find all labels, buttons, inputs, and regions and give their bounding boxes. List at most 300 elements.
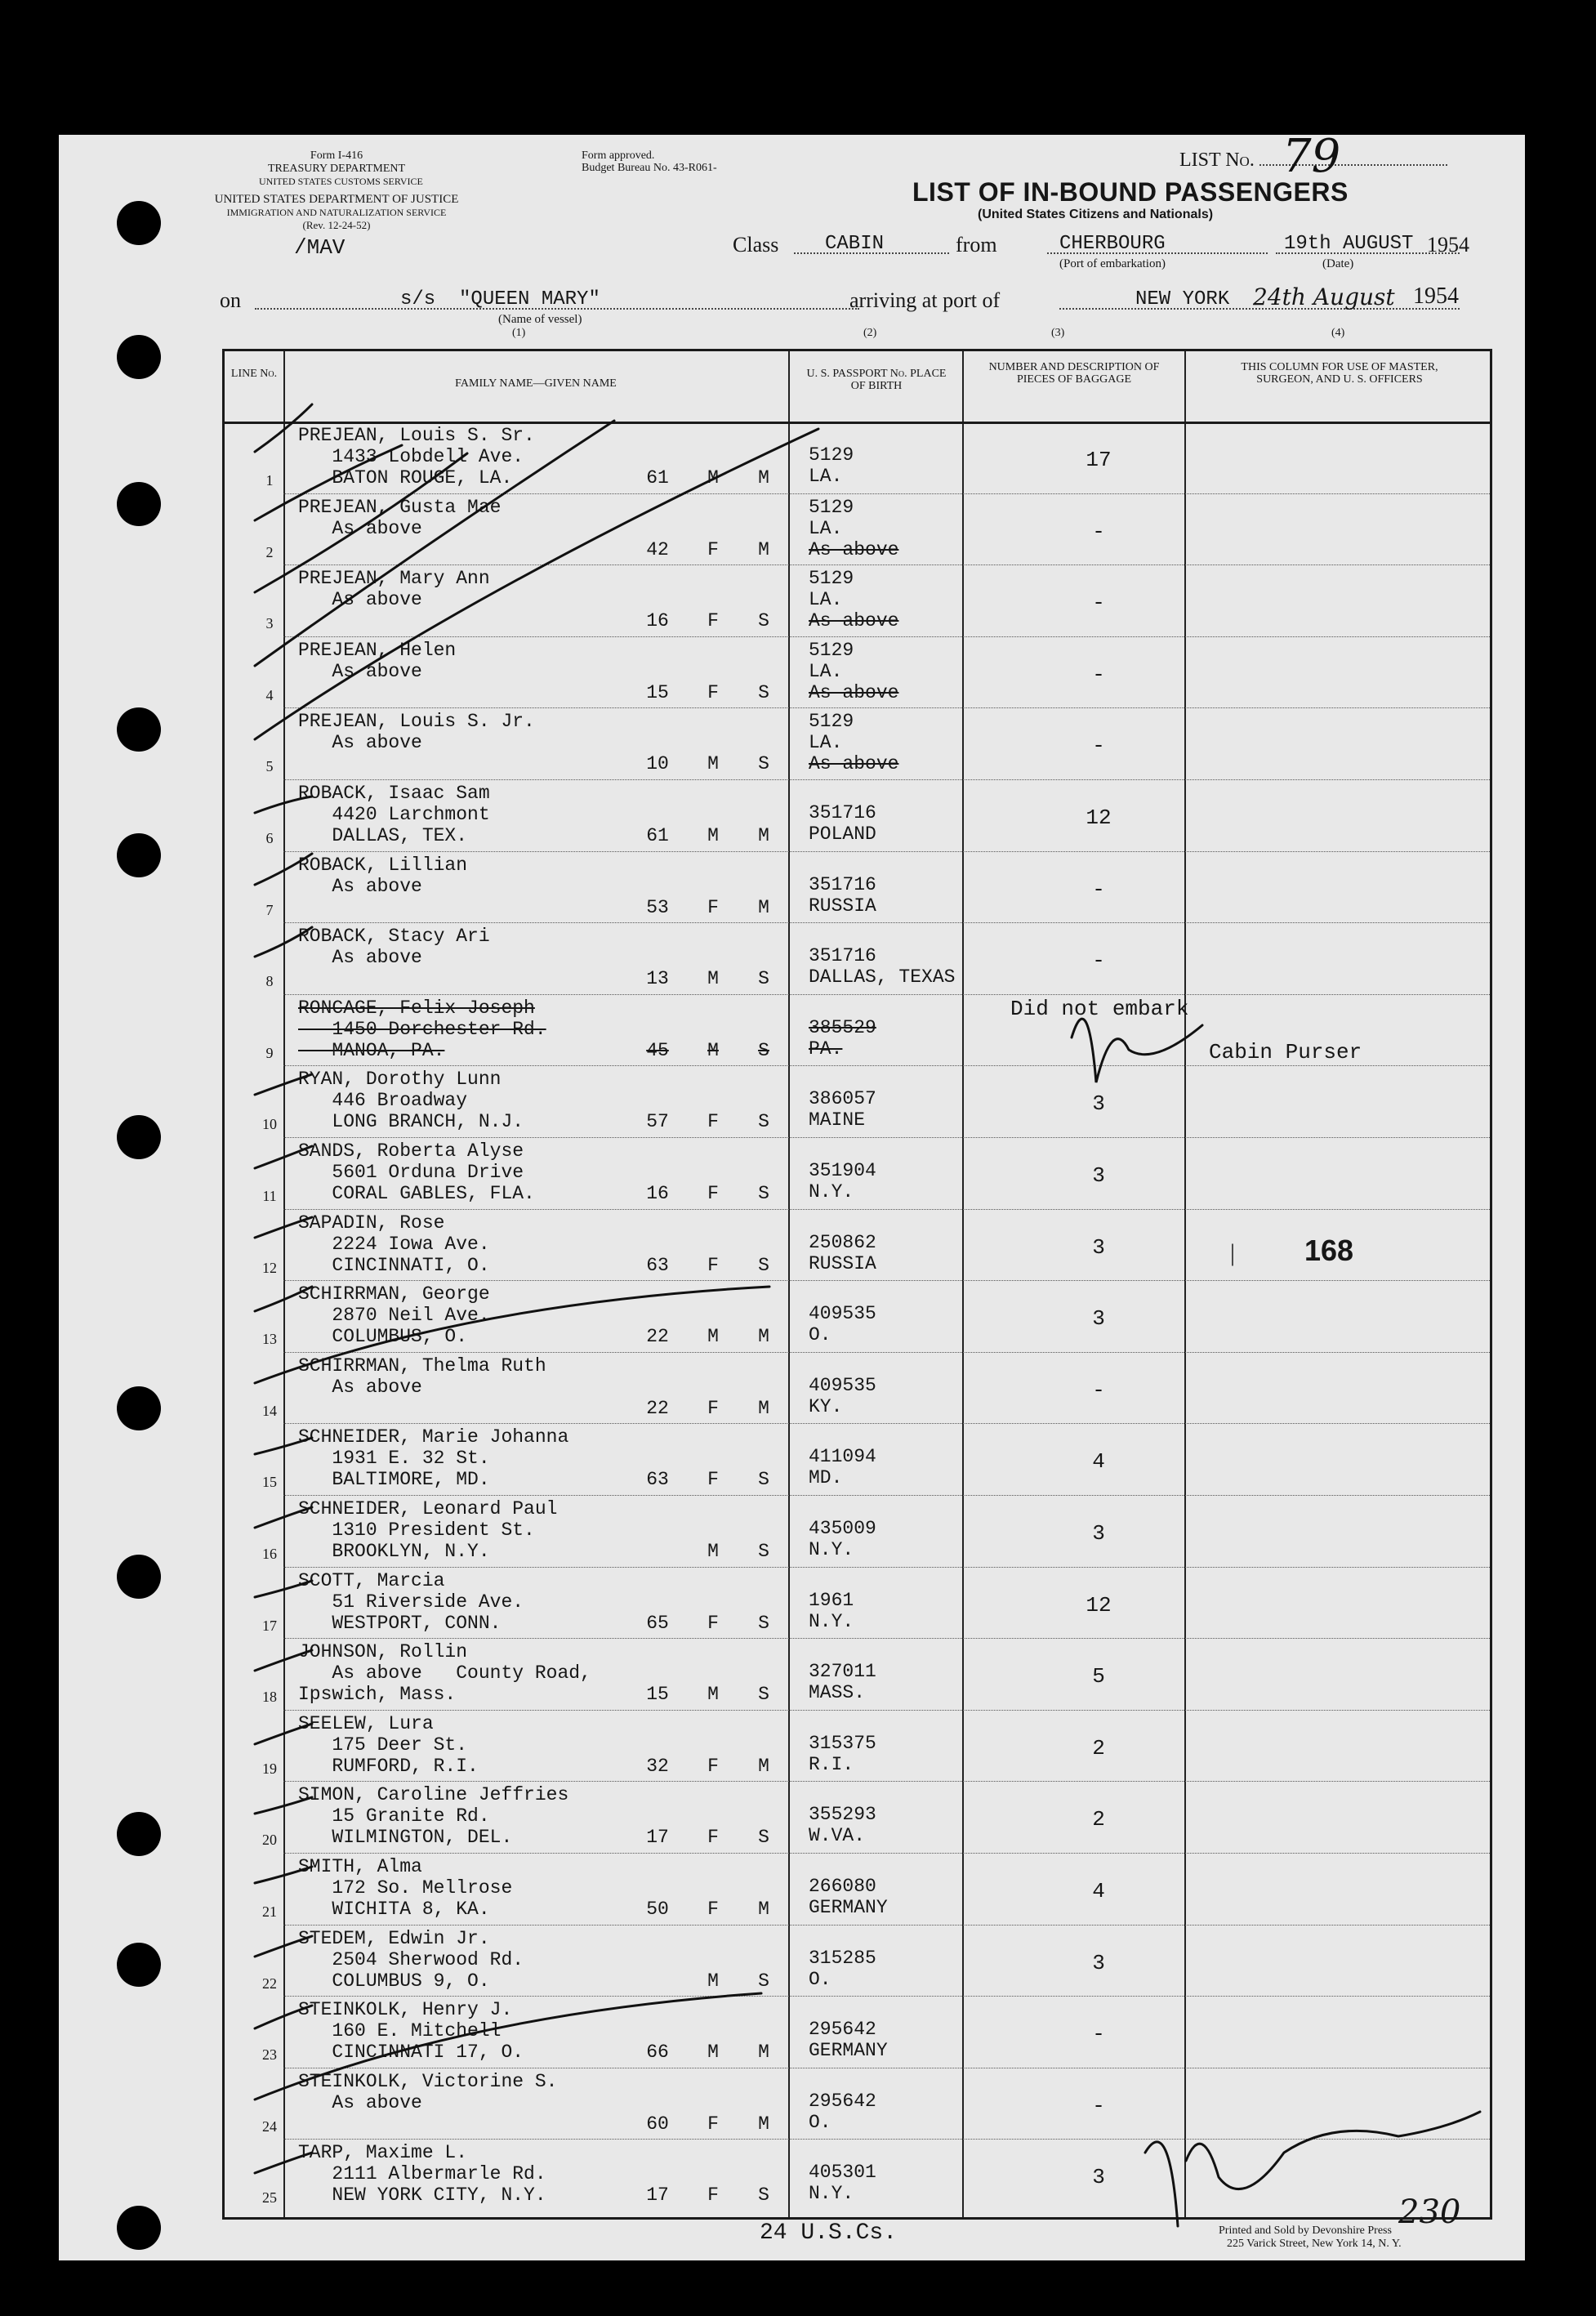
form-approved: Form approved. [582,149,655,162]
passport-line: 315285 [809,1947,876,1969]
baggage-count: 5 [1092,1664,1105,1689]
passenger-marital-status: M [758,1326,769,1348]
passport-line: 351716 [809,802,876,823]
passenger-name-line: STEINKOLK, Victorine S. [298,2070,558,2092]
passenger-name-line: As above [298,2091,422,2113]
passenger-name-line: ROBACK, Lillian [298,854,468,876]
passport-line: GERMANY [809,1897,888,1918]
binder-hole [117,1386,161,1430]
passenger-name-line: 446 Broadway [298,1090,468,1112]
check-mark [255,797,312,813]
port-caption: (Port of embarkation) [1059,257,1166,270]
list-no-label: LIST No. [1179,149,1255,171]
immigration-label: IMMIGRATION AND NATURALIZATION SERVICE [226,207,447,218]
count-168: 168 [1304,1234,1354,1267]
header-line-no: LINE No. [230,368,278,380]
check-mark [255,421,614,666]
baggage-count: - [1092,948,1105,974]
line-number: 22 [262,1975,277,1992]
passport-line: W.VA. [809,1825,866,1847]
passenger-name-line: Ipswich, Mass. [298,1684,457,1706]
passenger-name-line: SCHIRRMAN, George [298,1283,490,1305]
passport-line: N.Y. [809,1181,854,1203]
passenger-sex: M [707,2042,719,2064]
line-number: 23 [262,2046,277,2064]
passenger-marital-status: S [758,753,769,775]
passenger-sex: F [707,1899,719,1920]
class-label: Class [733,233,779,257]
from-value: CHERBOURG [1059,233,1166,255]
passport-line: DALLAS, TEXAS [809,966,956,988]
passenger-name-line: PREJEAN, Helen [298,639,457,661]
passport-line: 405301 [809,2162,876,2184]
passport-line: 266080 [809,1876,876,1897]
arrival-date: 24th August [1253,283,1395,310]
baggage-count: - [1092,877,1105,902]
passenger-name-line: As above [298,1376,422,1398]
arrival-port: NEW YORK [1135,288,1230,310]
cabin-purser-note: Cabin Purser [1209,1040,1362,1064]
passenger-name-line: PREJEAN, Gusta Mae [298,496,502,518]
passenger-sex: F [707,538,719,560]
passenger-name-line: 172 So. Mellrose [298,1877,513,1899]
arriving-label: arriving at port of [849,288,1001,312]
passenger-name-line: 2504 Sherwood Rd. [298,1948,524,1970]
arrival-year: 1954 [1413,283,1459,309]
binder-hole [117,1555,161,1599]
line-number: 15 [262,1474,277,1491]
header-passport: U. S. PASSPORT No. PLACE OF BIRTH [806,368,947,392]
check-mark [255,1724,312,1744]
passport-line: MAINE [809,1109,866,1131]
passenger-name-line: WICHITA 8, KA. [298,1899,490,1920]
passport-line: N.Y. [809,2183,854,2205]
baggage-count: 3 [1092,1163,1105,1188]
binder-hole [117,833,161,877]
passport-line: R.I. [809,1753,854,1775]
passenger-age: 63 [646,1469,669,1491]
check-mark [255,1867,312,1883]
baggage-count: - [1092,662,1105,687]
baggage-count: 12 [1086,805,1112,830]
treasury-label: TREASURY DEPARTMENT [267,163,406,175]
passenger-sex: M [707,753,719,775]
passenger-name-line: RUMFORD, R.I. [298,1755,479,1777]
vessel-caption: (Name of vessel) [498,313,582,326]
passenger-age: 63 [646,1254,669,1276]
did-not-embark-note: Did not embark [1010,997,1189,1021]
from-label: from [956,233,997,257]
passport-line: POLAND [809,823,876,845]
passport-line: 385529 [809,1016,876,1038]
passenger-sex: F [707,1469,719,1491]
passenger-name-line: 5601 Orduna Drive [298,1162,524,1183]
passenger-sex: F [707,2184,719,2207]
binder-hole [117,707,161,752]
passport-line: 5129 [809,496,854,518]
line-number: 14 [262,1402,277,1419]
passenger-marital-status: S [758,1469,769,1491]
check-mark [255,1217,312,1238]
passport-line: LA. [809,589,843,611]
baggage-count: 3 [1092,1521,1105,1546]
passenger-age: 22 [646,1326,669,1348]
line-number: 5 [265,758,274,775]
passenger-name-line: WESTPORT, CONN. [298,1612,502,1634]
passenger-marital-status: M [758,2113,769,2135]
passenger-age: 15 [646,681,669,703]
passenger-age: 45 [646,1039,669,1061]
line-number: 18 [262,1689,277,1706]
passport-line: LA. [809,517,843,539]
passenger-sex: M [707,825,719,846]
date-value: 19th AUGUST [1284,233,1414,255]
baggage-count: 3 [1092,1091,1105,1117]
officer-number: 230 [1398,2193,1461,2231]
line-number: 10 [262,1116,277,1133]
passenger-name-line: As above County Road, [298,1662,591,1685]
passport-line: 411094 [809,1446,876,1468]
baggage-count: 17 [1086,448,1112,472]
baggage-count: - [1092,1377,1105,1403]
passport-line: PA. [809,1038,843,1060]
passenger-age: 53 [646,896,669,918]
passenger-marital-status: M [758,1755,769,1777]
handwritten-marks [59,135,1525,2260]
check-mark [255,453,467,592]
passenger-name-line: SMITH, Alma [298,1856,422,1877]
passport-line: 5129 [809,711,854,733]
passenger-name-line: DALLAS, TEX. [298,825,468,846]
line-number: 6 [265,830,274,846]
passenger-name-line: 1931 E. 32 St. [298,1448,490,1470]
passport-line: 351716 [809,873,876,895]
passport-line: N.Y. [809,1610,854,1632]
baggage-count: - [1092,2093,1105,2118]
passenger-marital-status: S [758,1827,769,1849]
passport-line: LA. [809,466,843,487]
baggage-count: 4 [1092,1879,1105,1903]
passenger-sex: F [707,1755,719,1777]
passenger-name-line: SCHNEIDER, Marie Johanna [298,1426,569,1448]
passenger-name-line: 1433 Lobdell Ave. [298,446,524,467]
passenger-sex: F [707,1612,719,1634]
check-mark [255,2153,312,2173]
baggage-count: 12 [1086,1592,1112,1618]
passenger-marital-status: S [758,2184,769,2207]
passport-line: As above [809,610,899,632]
passenger-name-line: BROOKLYN, N.Y. [298,1541,490,1562]
binder-hole [117,1943,161,1987]
passenger-name-line: PREJEAN, Louis S. Jr. [298,711,535,733]
passenger-name-line: As above [298,732,422,754]
passenger-name-line: TARP, Maxime L. [298,2142,468,2164]
passport-line: 435009 [809,1518,876,1539]
passenger-age: 50 [646,1899,669,1920]
justice-label: UNITED STATES DEPARTMENT OF JUSTICE [214,193,459,206]
printer-address: 225 Varick Street, New York 14, N. Y. [1227,2238,1402,2250]
check-mark [255,1074,312,1095]
form-title: LIST OF IN-BOUND PASSENGERS [912,177,1349,207]
passenger-age: 61 [646,825,669,846]
passenger-name-line: CORAL GABLES, FLA. [298,1183,535,1204]
line-number: 11 [262,1188,277,1204]
header-name: FAMILY NAME—GIVEN NAME [455,377,617,390]
binder-hole [117,201,161,245]
baggage-count: - [1092,591,1105,616]
passenger-sex: M [707,467,719,489]
check-mark [255,927,312,957]
binder-hole [117,1812,161,1856]
passport-line: 295642 [809,2090,876,2112]
class-value: CABIN [825,233,885,255]
passenger-name-line: ROBACK, Isaac Sam [298,783,490,804]
check-mark [255,1287,769,1383]
passenger-marital-status: M [758,825,769,846]
line-number: 2 [265,543,274,560]
officer-signature [1145,2112,1480,2226]
passenger-name-line: COLUMBUS, O. [298,1326,468,1348]
passenger-marital-status: S [758,1612,769,1634]
line-number: 12 [262,1259,277,1276]
passenger-name-line: SCHNEIDER, Leonard Paul [298,1498,558,1519]
passenger-name-line: JOHNSON, Rollin [298,1641,468,1663]
check-mark [255,1936,312,1957]
form-subtitle: (United States Citizens and Nationals) [978,208,1214,221]
passenger-marital-status: S [758,1970,769,1992]
passenger-age: 17 [646,2184,669,2207]
passenger-age: 16 [646,610,669,632]
line-number: 8 [265,973,274,990]
passenger-name-line: LONG BRANCH, N.J. [298,1111,524,1133]
passenger-sex: M [707,1326,719,1348]
passenger-name-line: 1450 Dorchester Rd. [298,1018,546,1040]
passport-line: MASS. [809,1682,866,1704]
list-no-value: 79 [1282,130,1341,183]
passenger-age: 65 [646,1612,669,1634]
passenger-name-line: NEW YORK CITY, N.Y. [298,2184,546,2207]
passenger-name-line: As above [298,589,422,611]
passenger-name-line: MANOA, PA. [298,1039,445,1061]
line-number: 13 [262,1331,277,1348]
vessel-value: s/s "QUEEN MARY" [400,288,600,310]
passenger-age: 32 [646,1755,669,1777]
passport-line: 351716 [809,945,876,967]
form-code: /MAV [294,235,346,260]
passenger-marital-status: S [758,1254,769,1276]
date-caption: (Date) [1322,257,1354,270]
line-number: 4 [265,686,274,703]
check-mark [255,1797,312,1814]
passport-line: 1961 [809,1589,854,1611]
passenger-name-line: SEELEW, Lura [298,1712,434,1734]
check-mark [255,1507,312,1528]
total-citizens: 24 U.S.Cs. [760,2220,898,2246]
line-number: 24 [262,2117,277,2135]
form-number: Form I-416 [310,149,363,162]
line-number: 19 [262,1760,277,1777]
passenger-name-line: STEDEM, Edwin Jr. [298,1927,490,1949]
passenger-sex: F [707,681,719,703]
check-mark [255,1146,312,1168]
passport-line: 351904 [809,1160,876,1181]
passport-line: 315375 [809,1732,876,1754]
passport-line: KY. [809,1395,843,1417]
passenger-age: 22 [646,1397,669,1419]
customs-label: UNITED STATES CUSTOMS SERVICE [259,176,423,187]
passenger-sex: M [707,1684,719,1706]
passenger-name-line: SANDS, Roberta Alyse [298,1140,524,1162]
passport-line: 327011 [809,1661,876,1683]
line-number: 9 [265,1044,274,1061]
passenger-sex: F [707,896,719,918]
passport-line: 5129 [809,444,854,466]
passenger-marital-status: S [758,1039,769,1061]
passenger-name-line: RONCAGE, Felix Joseph [298,997,535,1019]
passenger-name-line: SAPADIN, Rose [298,1212,445,1234]
revision-label: (Rev. 12-24-52) [302,219,371,231]
tick-mark: | [1230,1239,1236,1266]
passenger-name-line: 160 E. Mitchell [298,2020,502,2042]
check-mark [255,1438,312,1454]
col-4-number: (4) [1331,327,1345,339]
passport-line: LA. [809,732,843,754]
baggage-count: 3 [1092,2165,1105,2190]
passport-line: As above [809,753,899,775]
passenger-age: 15 [646,1684,669,1706]
passenger-age: 13 [646,968,669,990]
passenger-marital-status: M [758,467,769,489]
passport-line: 250862 [809,1231,876,1253]
line-number: 16 [262,1546,277,1562]
passenger-marital-status: S [758,681,769,703]
passport-line: 295642 [809,2019,876,2041]
passport-line: RUSSIA [809,1252,876,1274]
passenger-name-line: SIMON, Caroline Jeffries [298,1784,569,1806]
binder-hole [117,335,161,379]
passenger-marital-status: S [758,1111,769,1133]
passport-line: N.Y. [809,1539,854,1560]
passenger-age: 16 [646,1183,669,1204]
check-mark [255,854,312,885]
passenger-name-line: 2870 Neil Ave. [298,1305,490,1327]
check-mark [255,445,402,520]
passenger-marital-status: S [758,1684,769,1706]
passport-line: As above [809,538,899,560]
passport-line: 386057 [809,1088,876,1110]
passenger-name-line: PREJEAN, Louis S. Sr. [298,425,535,446]
passport-line: As above [809,681,899,703]
passport-line: RUSSIA [809,895,876,917]
baggage-count: - [1092,519,1105,544]
passenger-age: 66 [646,2042,669,2064]
passenger-name-line: 2224 Iowa Ave. [298,1233,490,1255]
passenger-marital-status: S [758,1183,769,1204]
on-label: on [220,288,241,312]
passenger-marital-status: S [758,1541,769,1562]
check-mark [255,1581,312,1597]
passport-line: 5129 [809,568,854,590]
passenger-name-line: ROBACK, Stacy Ari [298,926,490,948]
binder-hole [117,482,161,526]
passenger-marital-status: M [758,896,769,918]
passenger-name-line: CINCINNATI, O. [298,1254,490,1276]
passenger-age: 57 [646,1111,669,1133]
passport-line: O. [809,1324,831,1346]
passenger-marital-status: M [758,2042,769,2064]
passenger-list-form [59,130,1525,2260]
passenger-name-line: SCHIRRMAN, Thelma Ruth [298,1354,546,1377]
line-number: 17 [262,1617,277,1634]
passenger-name-line: SCOTT, Marcia [298,1569,445,1591]
passenger-age: 61 [646,467,669,489]
purser-signature [1072,1019,1202,1082]
passenger-name-line: CINCINNATI 17, O. [298,2042,524,2064]
binder-hole [117,1115,161,1159]
baggage-count: 3 [1092,1306,1105,1332]
baggage-count: 2 [1092,1735,1105,1760]
check-mark [255,404,312,452]
baggage-count: 2 [1092,1807,1105,1832]
passenger-sex: F [707,1183,719,1204]
line-number: 21 [262,1903,277,1920]
passport-line: 355293 [809,1804,876,1826]
col-1-number: (1) [512,327,526,339]
passenger-name-line: 51 Riverside Ave. [298,1591,524,1613]
budget-number: Budget Bureau No. 43-R061- [582,162,717,174]
passenger-age: 10 [646,753,669,775]
passenger-sex: F [707,2113,719,2135]
passenger-name-line: COLUMBUS 9, O. [298,1970,490,1992]
passenger-marital-status: M [758,1899,769,1920]
passenger-name-line: As above [298,875,422,897]
passenger-name-line: RYAN, Dorothy Lunn [298,1069,502,1091]
passenger-name-line: STEINKOLK, Henry J. [298,1999,513,2021]
passport-line: GERMANY [809,2040,888,2062]
baggage-count: 3 [1092,1950,1105,1975]
passport-line: 5129 [809,639,854,661]
passenger-age: 42 [646,538,669,560]
passenger-name-line: As above [298,947,422,969]
binder-hole [117,2206,161,2250]
line-number: 7 [265,901,274,918]
passenger-name-line: 175 Deer St. [298,1734,468,1756]
passport-line: LA. [809,660,843,682]
header-officers: THIS COLUMN FOR USE OF MASTER, SURGEON, AND U. S. OFFICERS [1241,361,1438,386]
passenger-sex: M [707,1039,719,1061]
line-number: 3 [265,615,274,632]
line-number: 25 [262,2189,277,2207]
passenger-marital-status: S [758,968,769,990]
passenger-name-line: As above [298,517,422,539]
col-3-number: (3) [1051,327,1065,339]
passenger-name-line: As above [298,660,422,682]
line-number: 20 [262,1832,277,1849]
passenger-name-line: WILMINGTON, DEL. [298,1827,513,1849]
passenger-age: 60 [646,2113,669,2135]
year-value: 1954 [1427,233,1469,257]
passenger-name-line: PREJEAN, Mary Ann [298,568,490,590]
passenger-name-line: 15 Granite Rd. [298,1805,490,1827]
baggage-count: - [1092,2022,1105,2047]
passenger-sex: M [707,1970,719,1992]
passport-line: O. [809,1968,831,1990]
passenger-name-line: 1310 President St. [298,1519,535,1541]
passenger-sex: F [707,1111,719,1133]
passenger-name-line: BATON ROUGE, LA. [298,467,513,489]
passenger-marital-status: M [758,538,769,560]
check-mark [255,1993,761,2100]
